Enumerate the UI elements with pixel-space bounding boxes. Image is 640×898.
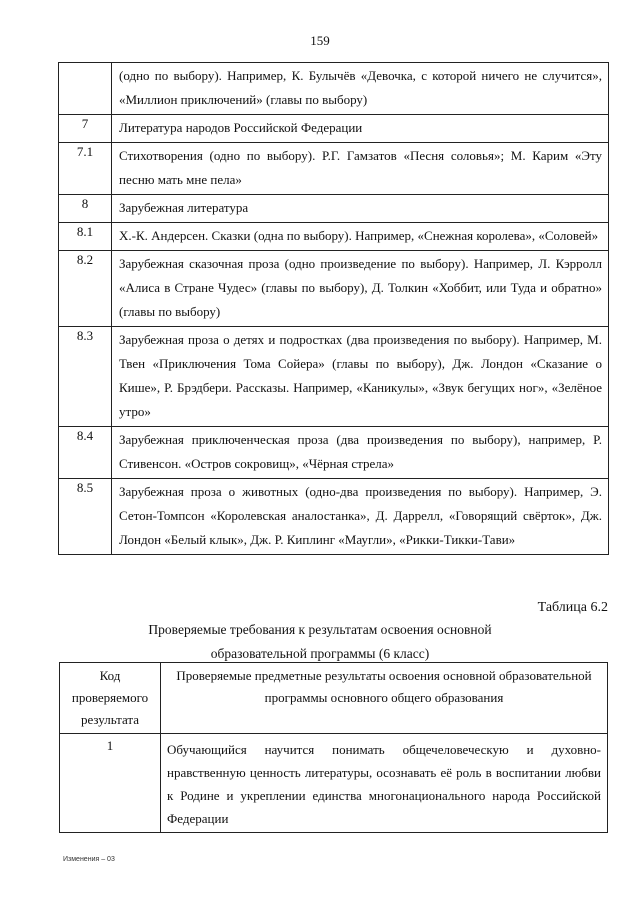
page-number: 159	[310, 33, 330, 48]
content-row	[59, 427, 609, 479]
header-results: Проверяемые предметные результаты освоения основной образовательной программы основного общего образования	[161, 663, 608, 734]
literature-content-table	[58, 62, 609, 555]
requirement-text: Обучающийся научится понимать общечеловеческую и духовно-нравственную ценность литературы, осознавать её роль в воспитании любви к Родине и укреплении единства многонационального народа Российской Федерации	[161, 734, 608, 833]
content-row	[59, 251, 609, 327]
row-text: Зарубежная литература	[112, 195, 609, 223]
row-text: Х.-К. Андерсен. Сказки (одна по выбору). Например, «Снежная королева», «Соловей»	[112, 223, 609, 251]
content-row	[59, 63, 609, 115]
content-row	[59, 223, 609, 251]
row-text: (одно по выбору). Например, К. Булычёв «Девочка, с которой ничего не случится», «Миллион приключений» (главы по выбору)	[112, 63, 609, 115]
row-text: Зарубежная проза о детях и подростках (два произведения по выбору). Например, М. Твен «Приключения Тома Сойера» (главы по выбору), Дж. Лондон «Сказание о Кише», Р. Брэдбери. Рассказы. Например, «Каникулы», «Звук бегущих ног», «Зелёное утро»	[112, 327, 609, 427]
row-text: Литература народов Российской Федерации	[112, 115, 609, 143]
row-number: 8	[59, 195, 112, 223]
row-text: Зарубежная сказочная проза (одно произведение по выбору). Например, Л. Кэрролл «Алиса в Стране Чудес» (главы по выбору), Д. Толкин «Хоббит, или Туда и обратно» (главы по выбору)	[112, 251, 609, 327]
row-number: 8.5	[59, 479, 112, 555]
row-text: Зарубежная приключенческая проза (два произведения по выбору), например, Р. Стивенсон. «Остров сокровищ», «Чёрная стрела»	[112, 427, 609, 479]
table-label: Таблица 6.2	[537, 600, 608, 615]
row-number: 7.1	[59, 143, 112, 195]
requirements-header-row	[60, 663, 608, 734]
row-number: 8.4	[59, 427, 112, 479]
row-number: 7	[59, 115, 112, 143]
content-row	[59, 479, 609, 555]
header-code: Код проверяемого результата	[60, 663, 161, 734]
row-number: 8.3	[59, 327, 112, 427]
row-text: Зарубежная проза о животных (одно-два произведения по выбору). Например, Э. Сетон-Томпсон «Королевская аналостанка», Д. Даррелл, «Говорящий свёрток», Дж. Лондон «Белый клык», Дж. Р. Киплинг «Маугли», «Рикки-Тикки-Тави»	[112, 479, 609, 555]
table-title-line-2: образовательной программы (6 класс)	[210, 646, 430, 661]
content-row	[59, 115, 609, 143]
requirement-code: 1	[60, 734, 161, 833]
row-number	[59, 63, 112, 115]
table-title-line-1: Проверяемые требования к результатам освоения основной	[148, 622, 492, 637]
content-row	[59, 327, 609, 427]
row-text: Стихотворения (одно по выбору). Р.Г. Гамзатов «Песня соловья»; М. Карим «Эту песню мать мне пела»	[112, 143, 609, 195]
row-number: 8.1	[59, 223, 112, 251]
requirements-table	[59, 662, 608, 833]
requirement-row	[60, 734, 608, 833]
content-row	[59, 143, 609, 195]
row-number: 8.2	[59, 251, 112, 327]
footer-revision: Изменения – 03	[63, 856, 115, 863]
content-row	[59, 195, 609, 223]
